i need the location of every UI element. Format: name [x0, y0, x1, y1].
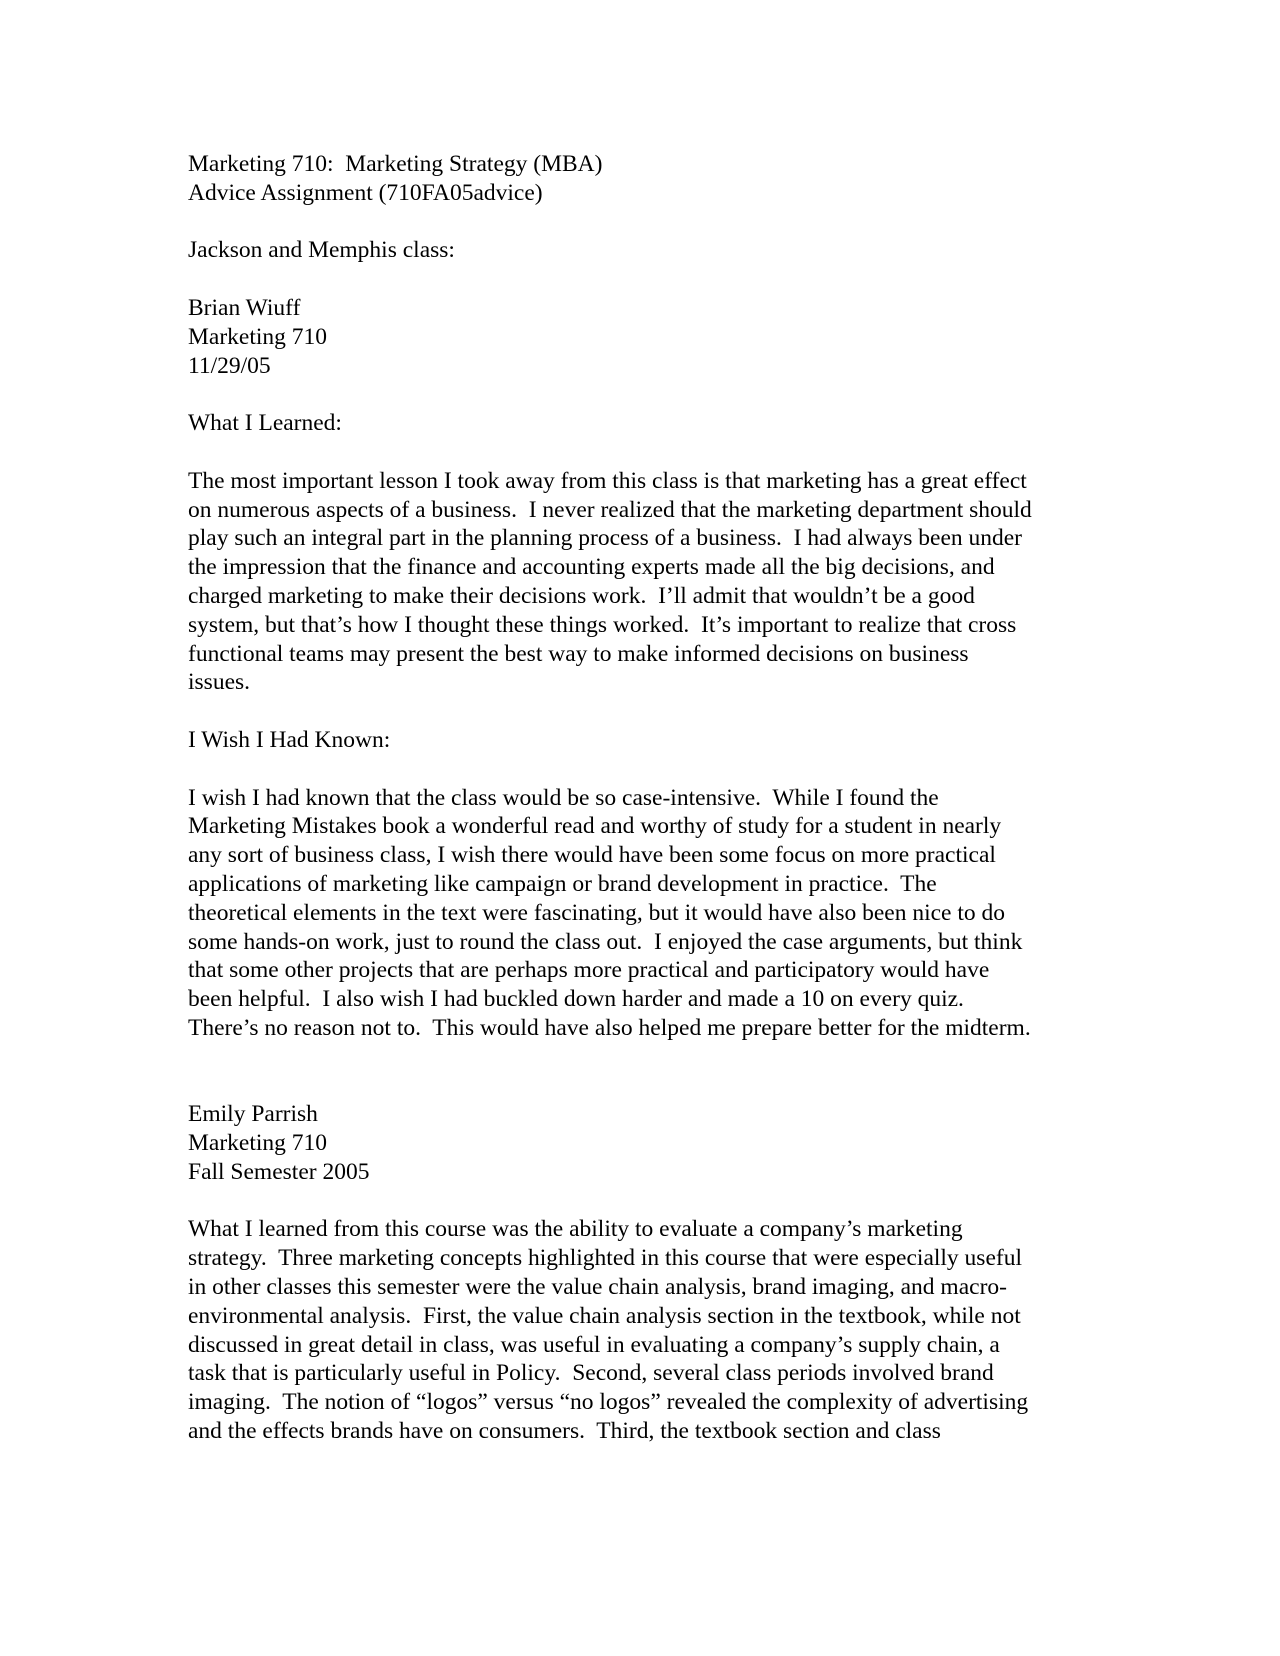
paragraph-line: The most important lesson I took away from this class is that marketing has a great effect: [188, 467, 1027, 494]
paragraph-line: theoretical elements in the text were fascinating, but it would have also been nice to do: [188, 899, 1006, 926]
paragraph-line: environmental analysis. First, the value chain analysis section in the textbook, while not: [188, 1302, 1021, 1329]
paragraph-line: I wish I had known that the class would be so case-intensive. While I found the: [188, 784, 939, 811]
spacer: [188, 1072, 1188, 1101]
paragraph-line: play such an integral part in the planning process of a business. I had always been under: [188, 525, 1023, 552]
entry1-section2-heading: I Wish I Had Known:: [188, 726, 391, 753]
paragraph-line: What I learned from this course was the ability to evaluate a company’s marketing: [188, 1216, 963, 1243]
spacer: [188, 380, 1188, 409]
document-body: [188, 150, 1188, 1446]
entry2-paragraph: [188, 1215, 1188, 1445]
paragraph-line: charged marketing to make their decisions work. I’ll admit that wouldn’t be a good: [188, 582, 975, 609]
paragraph-line: the impression that the finance and accounting experts made all the big decisions, and: [188, 554, 995, 581]
entry1-name: Brian Wiuff: [188, 294, 301, 321]
paragraph-line: strategy. Three marketing concepts highlighted in this course that were especially useful: [188, 1245, 1022, 1272]
paragraph-line: and the effects brands have on consumers. Third, the textbook section and class: [188, 1418, 941, 1445]
spacer: [188, 265, 1188, 294]
class-heading: Jackson and Memphis class:: [188, 237, 455, 264]
paragraph-line: system, but that’s how I thought these things worked. It’s important to realize that cross: [188, 611, 1017, 638]
paragraph-line: task that is particularly useful in Policy. Second, several class periods involved brand: [188, 1360, 994, 1387]
assignment-title: Advice Assignment (710FA05advice): [188, 179, 543, 206]
paragraph-line: been helpful. I also wish I had buckled down harder and made a 10 on every quiz.: [188, 986, 964, 1013]
paragraph-line: applications of marketing like campaign or brand development in practice. The: [188, 870, 937, 897]
spacer: [188, 1043, 1188, 1072]
entry1-section1-paragraph: [188, 467, 1188, 697]
paragraph-line: There’s no reason not to. This would have also helped me prepare better for the midterm.: [188, 1014, 1031, 1041]
paragraph-line: Marketing Mistakes book a wonderful read and worthy of study for a student in nearly: [188, 813, 1002, 840]
paragraph-line: on numerous aspects of a business. I never realized that the marketing department should: [188, 496, 1032, 523]
course-title: Marketing 710: Marketing Strategy (MBA): [188, 151, 603, 177]
spacer: [188, 438, 1188, 467]
spacer: [188, 755, 1188, 784]
paragraph-line: any sort of business class, I wish there would have been some focus on more practical: [188, 842, 996, 869]
entry2-term: Fall Semester 2005: [188, 1158, 370, 1185]
entry2-course: Marketing 710: [188, 1130, 328, 1157]
entry1-section2-paragraph: [188, 784, 1188, 1043]
entry2-name: Emily Parrish: [188, 1101, 318, 1128]
spacer: [188, 697, 1188, 726]
paragraph-line: functional teams may present the best way to make informed decisions on business: [188, 640, 969, 667]
paragraph-line: some hands-on work, just to round the class out. I enjoyed the case arguments, but think: [188, 928, 1023, 955]
paragraph-line: discussed in great detail in class, was useful in evaluating a company’s supply chain, a: [188, 1331, 1000, 1358]
entry1-section1-heading: What I Learned:: [188, 410, 342, 437]
entry1-course: Marketing 710: [188, 323, 328, 350]
spacer: [188, 1187, 1188, 1216]
paragraph-line: imaging. The notion of “logos” versus “no logos” revealed the complexity of advertising: [188, 1389, 1029, 1416]
paragraph-line: that some other projects that are perhaps more practical and participatory would have: [188, 957, 990, 984]
paragraph-line: issues.: [188, 669, 251, 696]
entry1-date: 11/29/05: [188, 352, 271, 379]
spacer: [188, 208, 1188, 237]
paragraph-line: in other classes this semester were the value chain analysis, brand imaging, and macro-: [188, 1274, 1007, 1301]
